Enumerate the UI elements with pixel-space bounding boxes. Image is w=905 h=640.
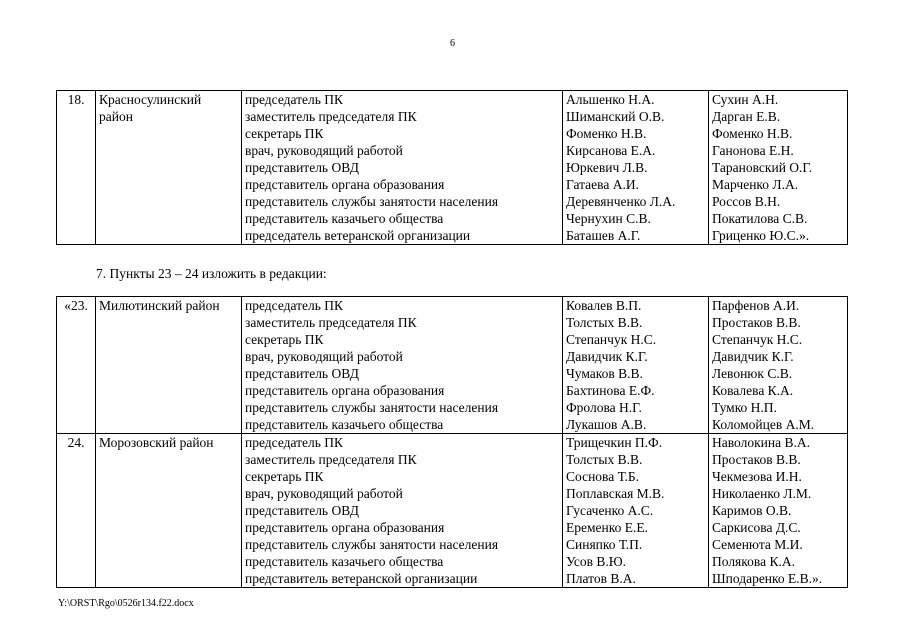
member-name: Гатаева А.И.: [566, 177, 639, 192]
reserve-name: Полякова К.А.: [712, 554, 795, 569]
member-name: Лукашов А.В.: [566, 417, 647, 432]
member-name: Шиманский О.В.: [566, 109, 665, 124]
district-name: Морозовский район: [99, 435, 214, 450]
role-label: врач, руководящий работой: [245, 143, 403, 158]
member-name: Чумаков В.В.: [566, 366, 643, 381]
commission-table-2: [56, 296, 848, 588]
members-cell: [563, 91, 709, 245]
role-label: представитель органа образования: [245, 177, 445, 192]
member-name: Поплавская М.В.: [566, 486, 665, 501]
role-label: председатель ПК: [245, 92, 344, 107]
role-label: секретарь ПК: [245, 469, 324, 484]
reserve-name: Тумко Н.П.: [712, 400, 777, 415]
role-label: представитель органа образования: [245, 383, 445, 398]
member-name: Усов В.Ю.: [566, 554, 627, 569]
role-label: секретарь ПК: [245, 126, 324, 141]
roles-cell: [242, 91, 563, 245]
roles-cell: [242, 297, 563, 434]
roles-cell: [242, 434, 563, 588]
reserves-cell: [709, 91, 848, 245]
district-name: Милютинский район: [99, 298, 220, 313]
member-name: Гусаченко А.С.: [566, 503, 654, 518]
role-label: представитель службы занятости населения: [245, 194, 499, 209]
reserve-name: Семенюта М.И.: [712, 537, 803, 552]
member-name: Толстых В.В.: [566, 452, 643, 467]
reserve-name: Николаенко Л.М.: [712, 486, 812, 501]
table-row: [57, 434, 848, 588]
members-cell: [563, 297, 709, 434]
reserve-name: Простаков В.В.: [712, 452, 801, 467]
reserve-name: Парфенов А.И.: [712, 298, 800, 313]
row-number: 24.: [67, 435, 85, 450]
reserve-name: Каримов О.В.: [712, 503, 792, 518]
role-label: председатель ПК: [245, 298, 344, 313]
reserve-name: Ковалева К.А.: [712, 383, 794, 398]
member-name: Фоменко Н.В.: [566, 126, 647, 141]
reserve-name: Степанчук Н.С.: [712, 332, 803, 347]
reserve-name: Давидчик К.Г.: [712, 349, 794, 364]
member-name: Степанчук Н.С.: [566, 332, 657, 347]
member-name: Платов В.А.: [566, 571, 636, 586]
reserve-name: Сухин А.Н.: [712, 92, 779, 107]
district-cell: [96, 434, 242, 588]
reserve-name: Чекмезова И.Н.: [712, 469, 802, 484]
row-number-cell: [57, 297, 96, 434]
role-label: представитель службы занятости населения: [245, 400, 499, 415]
reserve-name: Коломойцев А.М.: [712, 417, 815, 432]
member-name: Юркевич Л.В.: [566, 160, 648, 175]
member-name: Баташев А.Г.: [566, 228, 641, 243]
reserve-name: Простаков В.В.: [712, 315, 801, 330]
row-number: 18.: [67, 92, 85, 107]
member-name: Трищечкин П.Ф.: [566, 435, 663, 450]
reserves-cell: [709, 297, 848, 434]
reserve-name: Ганонова Е.Н.: [712, 143, 794, 158]
reserve-name: Тарановский О.Г.: [712, 160, 813, 175]
role-label: представитель службы занятости населения: [245, 537, 499, 552]
members-cell: [563, 434, 709, 588]
member-name: Альшенко Н.А.: [566, 92, 655, 107]
member-name: Ковалев В.П.: [566, 298, 642, 313]
reserve-name: Саркисова Д.С.: [712, 520, 801, 535]
reserve-name: Шподаренко Е.В.».: [712, 571, 823, 586]
paragraph-7: 7. Пункты 23 – 24 изложить в редакции:: [96, 266, 327, 281]
district-name: район: [99, 109, 133, 124]
file-path-footer: Y:\ORST\Rgo\0526r134.f22.docx: [58, 598, 194, 609]
reserve-name: Гриценко Ю.С.».: [712, 228, 810, 243]
role-label: заместитель председателя ПК: [245, 452, 417, 467]
reserve-name: Россов В.Н.: [712, 194, 781, 209]
role-label: представитель казачьего общества: [245, 211, 444, 226]
row-number-cell: [57, 434, 96, 588]
table-body: [57, 297, 848, 588]
district-cell: [96, 297, 242, 434]
role-label: представитель ОВД: [245, 503, 359, 518]
role-label: представитель казачьего общества: [245, 554, 444, 569]
role-label: представитель ветеранской организации: [245, 571, 478, 586]
member-name: Синяпко Т.П.: [566, 537, 643, 552]
page-number: 6: [450, 38, 455, 49]
member-name: Толстых В.В.: [566, 315, 643, 330]
role-label: представитель ОВД: [245, 366, 359, 381]
role-label: представитель ОВД: [245, 160, 359, 175]
row-number: «23.: [64, 298, 88, 313]
district-cell: [96, 91, 242, 245]
reserve-name: Покатилова С.В.: [712, 211, 808, 226]
role-label: председатель ПК: [245, 435, 344, 450]
table-row: [57, 297, 848, 434]
role-label: секретарь ПК: [245, 332, 324, 347]
role-label: представитель казачьего общества: [245, 417, 444, 432]
role-label: заместитель председателя ПК: [245, 315, 417, 330]
table-row: [57, 91, 848, 245]
role-label: представитель органа образования: [245, 520, 445, 535]
member-name: Давидчик К.Г.: [566, 349, 648, 364]
member-name: Деревянченко Л.А.: [566, 194, 676, 209]
member-name: Кирсанова Е.А.: [566, 143, 656, 158]
reserve-name: Фоменко Н.В.: [712, 126, 793, 141]
member-name: Бахтинова Е.Ф.: [566, 383, 655, 398]
reserve-name: Левонюк С.В.: [712, 366, 793, 381]
district-name: Красносулинский: [99, 92, 202, 107]
row-number-cell: [57, 91, 96, 245]
member-name: Чернухин С.В.: [566, 211, 651, 226]
role-label: председатель ветеранской организации: [245, 228, 471, 243]
reserve-name: Марченко Л.А.: [712, 177, 799, 192]
role-label: врач, руководящий работой: [245, 486, 403, 501]
member-name: Ерeменко Е.Е.: [566, 520, 648, 535]
member-name: Фролова Н.Г.: [566, 400, 642, 415]
role-label: врач, руководящий работой: [245, 349, 403, 364]
reserves-cell: [709, 434, 848, 588]
member-name: Соснова Т.Б.: [566, 469, 640, 484]
role-label: заместитель председателя ПК: [245, 109, 417, 124]
table-body: [57, 91, 848, 245]
reserve-name: Дарган Е.В.: [712, 109, 781, 124]
reserve-name: Наволокина В.А.: [712, 435, 810, 450]
commission-table-1: [56, 90, 848, 245]
